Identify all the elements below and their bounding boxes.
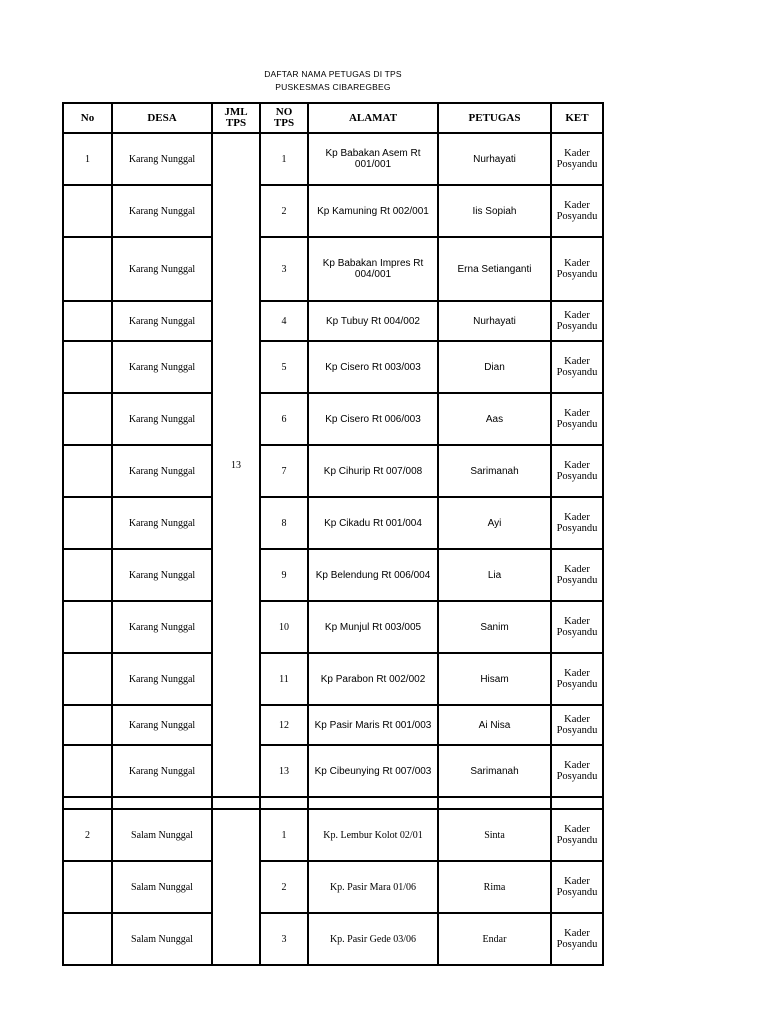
- petugas-cell: Sanim: [438, 601, 551, 653]
- alamat-cell: Kp Cibeunying Rt 007/003: [308, 745, 438, 797]
- table-row: [63, 861, 603, 913]
- petugas-cell: Dian: [438, 341, 551, 393]
- ket-cell: Kader Posyandu: [551, 809, 603, 861]
- alamat-cell: Kp. Lembur Kolot 02/01: [308, 809, 438, 861]
- row-no-cell: [63, 237, 112, 301]
- desa-cell: Karang Nunggal: [112, 549, 212, 601]
- row-no-cell: 2: [63, 809, 112, 861]
- row-no-cell: [63, 601, 112, 653]
- table-row: [63, 653, 603, 705]
- header-alamat: ALAMAT: [308, 103, 438, 133]
- ket-cell: Kader Posyandu: [551, 445, 603, 497]
- desa-cell: Salam Nunggal: [112, 861, 212, 913]
- no-tps-cell: 9: [260, 549, 308, 601]
- no-tps-cell: 4: [260, 301, 308, 341]
- no-tps-cell: 1: [260, 133, 308, 185]
- ket-cell: Kader Posyandu: [551, 549, 603, 601]
- alamat-cell: Kp Cihurip Rt 007/008: [308, 445, 438, 497]
- header-ket: KET: [551, 103, 603, 133]
- ket-cell: Kader Posyandu: [551, 301, 603, 341]
- petugas-cell: Sinta: [438, 809, 551, 861]
- alamat-cell: Kp Tubuy Rt 004/002: [308, 301, 438, 341]
- ket-cell: Kader Posyandu: [551, 653, 603, 705]
- table-row: [63, 913, 603, 965]
- desa-cell: Karang Nunggal: [112, 237, 212, 301]
- desa-cell: Karang Nunggal: [112, 393, 212, 445]
- alamat-cell: Kp Babakan Asem Rt 001/001: [308, 133, 438, 185]
- desa-cell: Salam Nunggal: [112, 809, 212, 861]
- header-no: No: [63, 103, 112, 133]
- table-row: [63, 185, 603, 237]
- row-no-cell: [63, 393, 112, 445]
- no-tps-cell: 3: [260, 237, 308, 301]
- ket-cell: Kader Posyandu: [551, 237, 603, 301]
- petugas-cell: Sarimanah: [438, 445, 551, 497]
- alamat-cell: Kp. Pasir Mara 01/06: [308, 861, 438, 913]
- row-no-cell: [63, 653, 112, 705]
- table-row: [63, 745, 603, 797]
- alamat-cell: Kp Cikadu Rt 001/004: [308, 497, 438, 549]
- row-no-cell: [63, 549, 112, 601]
- desa-cell: Karang Nunggal: [112, 445, 212, 497]
- document-title: [0, 68, 666, 94]
- row-no-cell: [63, 185, 112, 237]
- desa-cell: Salam Nunggal: [112, 913, 212, 965]
- table-row: [63, 601, 603, 653]
- row-no-cell: [63, 913, 112, 965]
- desa-cell: Karang Nunggal: [112, 601, 212, 653]
- header-no-tps: NO TPS: [260, 103, 308, 133]
- ket-cell: Kader Posyandu: [551, 705, 603, 745]
- desa-cell: Karang Nunggal: [112, 341, 212, 393]
- group-karang-nunggal: [63, 133, 603, 797]
- ket-cell: Kader Posyandu: [551, 745, 603, 797]
- row-no-cell: [63, 745, 112, 797]
- petugas-cell: Aas: [438, 393, 551, 445]
- header-desa: DESA: [112, 103, 212, 133]
- group-salam-nunggal: [63, 809, 603, 965]
- table-row: [63, 445, 603, 497]
- alamat-cell: Kp Babakan Impres Rt 004/001: [308, 237, 438, 301]
- desa-cell: Karang Nunggal: [112, 705, 212, 745]
- petugas-cell: Rima: [438, 861, 551, 913]
- petugas-table: [62, 102, 604, 966]
- alamat-cell: Kp Cisero Rt 006/003: [308, 393, 438, 445]
- no-tps-cell: 7: [260, 445, 308, 497]
- alamat-cell: Kp Parabon Rt 002/002: [308, 653, 438, 705]
- table-row: [63, 705, 603, 745]
- row-no-cell: [63, 341, 112, 393]
- header-jml-tps: JML TPS: [212, 103, 260, 133]
- row-no-cell: [63, 445, 112, 497]
- petugas-cell: Nurhayati: [438, 133, 551, 185]
- desa-cell: Karang Nunggal: [112, 133, 212, 185]
- no-tps-cell: 12: [260, 705, 308, 745]
- desa-cell: Karang Nunggal: [112, 745, 212, 797]
- table-row: [63, 341, 603, 393]
- title-line-1: DAFTAR NAMA PETUGAS DI TPS: [264, 69, 402, 79]
- desa-cell: Karang Nunggal: [112, 653, 212, 705]
- petugas-cell: Hisam: [438, 653, 551, 705]
- row-no-cell: [63, 861, 112, 913]
- desa-cell: Karang Nunggal: [112, 497, 212, 549]
- no-tps-cell: 1: [260, 809, 308, 861]
- alamat-cell: Kp Kamuning Rt 002/001: [308, 185, 438, 237]
- no-tps-cell: 5: [260, 341, 308, 393]
- ket-cell: Kader Posyandu: [551, 133, 603, 185]
- table-row: [63, 133, 603, 185]
- petugas-cell: Lia: [438, 549, 551, 601]
- jml-tps-cell: 13: [212, 133, 260, 797]
- ket-cell: Kader Posyandu: [551, 497, 603, 549]
- row-no-cell: [63, 705, 112, 745]
- alamat-cell: Kp Belendung Rt 006/004: [308, 549, 438, 601]
- no-tps-cell: 11: [260, 653, 308, 705]
- petugas-cell: Endar: [438, 913, 551, 965]
- ket-cell: Kader Posyandu: [551, 861, 603, 913]
- alamat-cell: Kp Pasir Maris Rt 001/003: [308, 705, 438, 745]
- ket-cell: Kader Posyandu: [551, 185, 603, 237]
- alamat-cell: Kp. Pasir Gede 03/06: [308, 913, 438, 965]
- no-tps-cell: 3: [260, 913, 308, 965]
- no-tps-cell: 10: [260, 601, 308, 653]
- no-tps-cell: 2: [260, 185, 308, 237]
- row-no-cell: 1: [63, 133, 112, 185]
- ket-cell: Kader Posyandu: [551, 341, 603, 393]
- jml-tps-cell: [212, 809, 260, 965]
- no-tps-cell: 13: [260, 745, 308, 797]
- no-tps-cell: 8: [260, 497, 308, 549]
- table-row: [63, 237, 603, 301]
- alamat-cell: Kp Cisero Rt 003/003: [308, 341, 438, 393]
- header-row: [63, 103, 603, 133]
- table-row: [63, 301, 603, 341]
- petugas-cell: Ai Nisa: [438, 705, 551, 745]
- ket-cell: Kader Posyandu: [551, 601, 603, 653]
- table-row: [63, 393, 603, 445]
- row-no-cell: [63, 301, 112, 341]
- header-petugas: PETUGAS: [438, 103, 551, 133]
- petugas-cell: Ayi: [438, 497, 551, 549]
- group-separator: [63, 797, 603, 809]
- no-tps-cell: 6: [260, 393, 308, 445]
- petugas-cell: Iis Sopiah: [438, 185, 551, 237]
- title-line-2: PUSKESMAS CIBAREGBEG: [275, 82, 391, 92]
- table-row: [63, 497, 603, 549]
- desa-cell: Karang Nunggal: [112, 185, 212, 237]
- table-row: [63, 549, 603, 601]
- row-no-cell: [63, 497, 112, 549]
- ket-cell: Kader Posyandu: [551, 393, 603, 445]
- desa-cell: Karang Nunggal: [112, 301, 212, 341]
- table-row: [63, 809, 603, 861]
- ket-cell: Kader Posyandu: [551, 913, 603, 965]
- petugas-cell: Sarimanah: [438, 745, 551, 797]
- petugas-cell: Nurhayati: [438, 301, 551, 341]
- alamat-cell: Kp Munjul Rt 003/005: [308, 601, 438, 653]
- petugas-cell: Erna Setianganti: [438, 237, 551, 301]
- no-tps-cell: 2: [260, 861, 308, 913]
